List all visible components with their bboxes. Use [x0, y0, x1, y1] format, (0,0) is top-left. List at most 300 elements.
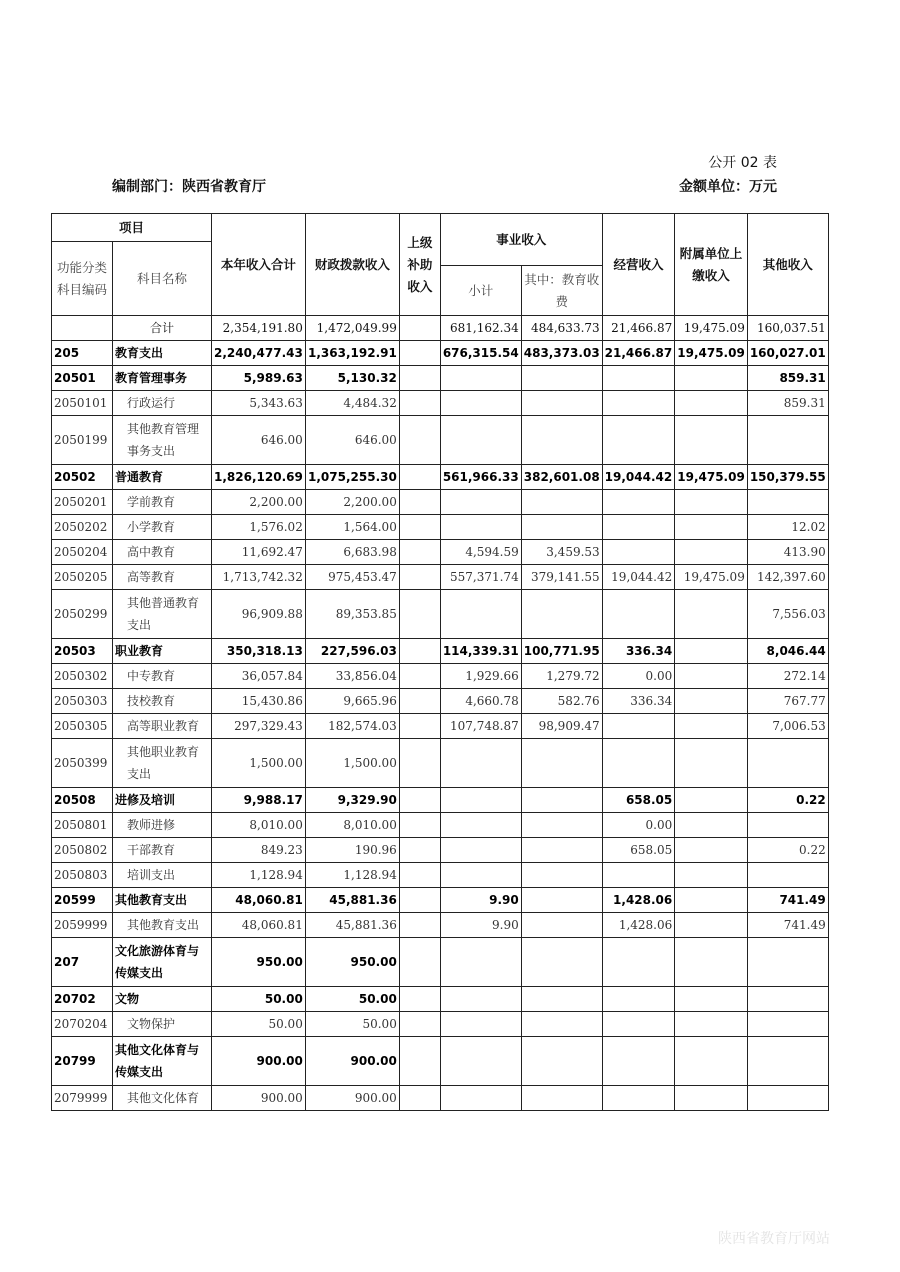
- cell-name: 培训支出: [113, 863, 212, 888]
- cell-total: 48,060.81: [212, 888, 306, 913]
- cell-total: 2,200.00: [212, 490, 306, 515]
- cell-other: 142,397.60: [747, 565, 828, 590]
- cell-edu-fee: 382,601.08: [521, 465, 602, 490]
- cell-edu-fee: [521, 913, 602, 938]
- cell-superior: [399, 788, 440, 813]
- cell-other: [747, 1012, 828, 1037]
- table-row: [52, 689, 829, 714]
- table-row: [52, 788, 829, 813]
- cell-superior: [399, 1037, 440, 1086]
- cell-affiliated: [675, 863, 748, 888]
- cell-other: [747, 863, 828, 888]
- cell-fiscal: 190.96: [305, 838, 399, 863]
- cell-operating: 336.34: [602, 689, 675, 714]
- table-row: [52, 714, 829, 739]
- cell-subtotal: 4,660.78: [440, 689, 521, 714]
- table-row: [52, 540, 829, 565]
- cell-operating: 658.05: [602, 838, 675, 863]
- cell-other: 7,556.03: [747, 590, 828, 639]
- cell-fiscal: 9,665.96: [305, 689, 399, 714]
- table-row: [52, 639, 829, 664]
- cell-affiliated: [675, 913, 748, 938]
- cell-name: 行政运行: [113, 391, 212, 416]
- cell-affiliated: [675, 714, 748, 739]
- cell-other: 272.14: [747, 664, 828, 689]
- cell-name: 文物: [113, 987, 212, 1012]
- cell-code: 2079999: [52, 1086, 113, 1111]
- cell-superior: [399, 465, 440, 490]
- cell-subtotal: 9.90: [440, 888, 521, 913]
- cell-operating: 19,044.42: [602, 465, 675, 490]
- cell-fiscal: 646.00: [305, 416, 399, 465]
- cell-subtotal: [440, 590, 521, 639]
- cell-code: 2070204: [52, 1012, 113, 1037]
- cell-superior: [399, 888, 440, 913]
- cell-operating: [602, 391, 675, 416]
- cell-edu-fee: 483,373.03: [521, 341, 602, 366]
- header-career: 事业收入: [440, 214, 602, 266]
- cell-affiliated: [675, 515, 748, 540]
- cell-other: [747, 1037, 828, 1086]
- cell-other: 0.22: [747, 788, 828, 813]
- cell-total: 1,713,742.32: [212, 565, 306, 590]
- cell-affiliated: [675, 639, 748, 664]
- cell-name: 合计: [113, 316, 212, 341]
- table-row: [52, 1037, 829, 1086]
- cell-code: 2050305: [52, 714, 113, 739]
- cell-fiscal: 1,128.94: [305, 863, 399, 888]
- cell-edu-fee: 100,771.95: [521, 639, 602, 664]
- cell-subtotal: [440, 1086, 521, 1111]
- cell-superior: [399, 565, 440, 590]
- cell-operating: [602, 590, 675, 639]
- header-affiliated: 附属单位上缴收入: [675, 214, 748, 316]
- cell-superior: [399, 913, 440, 938]
- cell-total: 900.00: [212, 1086, 306, 1111]
- cell-edu-fee: 1,279.72: [521, 664, 602, 689]
- table-row: [52, 565, 829, 590]
- cell-subtotal: [440, 739, 521, 788]
- cell-operating: 658.05: [602, 788, 675, 813]
- cell-affiliated: [675, 813, 748, 838]
- cell-code: 20599: [52, 888, 113, 913]
- cell-superior: [399, 540, 440, 565]
- cell-code: 2059999: [52, 913, 113, 938]
- cell-fiscal: 8,010.00: [305, 813, 399, 838]
- cell-operating: [602, 714, 675, 739]
- cell-superior: [399, 863, 440, 888]
- cell-other: 741.49: [747, 913, 828, 938]
- cell-fiscal: 45,881.36: [305, 913, 399, 938]
- cell-superior: [399, 490, 440, 515]
- cell-name: 高中教育: [113, 540, 212, 565]
- cell-name: 普通教育: [113, 465, 212, 490]
- cell-other: [747, 490, 828, 515]
- cell-fiscal: 33,856.04: [305, 664, 399, 689]
- cell-affiliated: [675, 1037, 748, 1086]
- cell-code: 2050303: [52, 689, 113, 714]
- cell-superior: [399, 366, 440, 391]
- header-name: 科目名称: [113, 242, 212, 316]
- cell-total: 5,989.63: [212, 366, 306, 391]
- cell-total: 2,354,191.80: [212, 316, 306, 341]
- cell-operating: [602, 540, 675, 565]
- cell-edu-fee: [521, 739, 602, 788]
- cell-total: 849.23: [212, 838, 306, 863]
- cell-operating: 19,044.42: [602, 565, 675, 590]
- cell-other: [747, 739, 828, 788]
- cell-affiliated: 19,475.09: [675, 316, 748, 341]
- cell-name: 其他教育支出: [113, 913, 212, 938]
- header-superior: 上级补助收入: [399, 214, 440, 316]
- cell-subtotal: [440, 366, 521, 391]
- cell-affiliated: 19,475.09: [675, 565, 748, 590]
- cell-subtotal: [440, 490, 521, 515]
- cell-superior: [399, 664, 440, 689]
- cell-operating: 21,466.87: [602, 341, 675, 366]
- cell-other: 741.49: [747, 888, 828, 913]
- amount-unit: 金额单位：万元: [679, 179, 777, 195]
- cell-edu-fee: [521, 938, 602, 987]
- cell-affiliated: [675, 366, 748, 391]
- cell-name: 进修及培训: [113, 788, 212, 813]
- cell-edu-fee: [521, 490, 602, 515]
- cell-code: 20799: [52, 1037, 113, 1086]
- cell-total: 350,318.13: [212, 639, 306, 664]
- cell-code: 2050801: [52, 813, 113, 838]
- cell-fiscal: 89,353.85: [305, 590, 399, 639]
- cell-code: 2050199: [52, 416, 113, 465]
- cell-superior: [399, 1012, 440, 1037]
- cell-operating: [602, 515, 675, 540]
- cell-affiliated: [675, 1086, 748, 1111]
- table-row: [52, 316, 829, 341]
- cell-other: 160,027.01: [747, 341, 828, 366]
- cell-superior: [399, 416, 440, 465]
- header-fiscal: 财政拨款收入: [305, 214, 399, 316]
- cell-affiliated: [675, 590, 748, 639]
- cell-code: 20503: [52, 639, 113, 664]
- cell-edu-fee: [521, 590, 602, 639]
- cell-total: 950.00: [212, 938, 306, 987]
- cell-total: 36,057.84: [212, 664, 306, 689]
- cell-total: 646.00: [212, 416, 306, 465]
- cell-name: 高等教育: [113, 565, 212, 590]
- cell-edu-fee: [521, 863, 602, 888]
- cell-affiliated: 19,475.09: [675, 341, 748, 366]
- cell-other: 859.31: [747, 391, 828, 416]
- table-body: [52, 316, 829, 1111]
- cell-affiliated: [675, 788, 748, 813]
- cell-edu-fee: [521, 788, 602, 813]
- cell-fiscal: 227,596.03: [305, 639, 399, 664]
- cell-fiscal: 1,500.00: [305, 739, 399, 788]
- table-row: [52, 341, 829, 366]
- table-row: [52, 838, 829, 863]
- cell-subtotal: [440, 1012, 521, 1037]
- cell-subtotal: [440, 863, 521, 888]
- cell-fiscal: 1,472,049.99: [305, 316, 399, 341]
- cell-fiscal: 975,453.47: [305, 565, 399, 590]
- cell-fiscal: 45,881.36: [305, 888, 399, 913]
- cell-code: 2050205: [52, 565, 113, 590]
- cell-code: 205: [52, 341, 113, 366]
- cell-name: 小学教育: [113, 515, 212, 540]
- cell-other: 767.77: [747, 689, 828, 714]
- header-edu-fee: 其中：教育收费: [521, 266, 602, 316]
- cell-affiliated: [675, 664, 748, 689]
- cell-total: 48,060.81: [212, 913, 306, 938]
- cell-code: 2050204: [52, 540, 113, 565]
- cell-fiscal: 900.00: [305, 1037, 399, 1086]
- cell-subtotal: [440, 788, 521, 813]
- cell-name: 其他普通教育支出: [113, 590, 212, 639]
- cell-edu-fee: [521, 366, 602, 391]
- cell-superior: [399, 316, 440, 341]
- cell-affiliated: [675, 938, 748, 987]
- header-other: 其他收入: [747, 214, 828, 316]
- cell-name: 学前教育: [113, 490, 212, 515]
- cell-affiliated: [675, 739, 748, 788]
- cell-edu-fee: 3,459.53: [521, 540, 602, 565]
- cell-code: [52, 316, 113, 341]
- cell-name: 其他文化体育与传媒支出: [113, 1037, 212, 1086]
- cell-operating: [602, 739, 675, 788]
- cell-edu-fee: 98,909.47: [521, 714, 602, 739]
- table-row: [52, 1086, 829, 1111]
- cell-total: 50.00: [212, 987, 306, 1012]
- cell-superior: [399, 391, 440, 416]
- cell-fiscal: 900.00: [305, 1086, 399, 1111]
- cell-operating: 1,428.06: [602, 913, 675, 938]
- cell-operating: [602, 416, 675, 465]
- cell-fiscal: 4,484.32: [305, 391, 399, 416]
- cell-affiliated: [675, 987, 748, 1012]
- cell-edu-fee: [521, 1037, 602, 1086]
- cell-total: 5,343.63: [212, 391, 306, 416]
- table-row: [52, 739, 829, 788]
- cell-code: 2050399: [52, 739, 113, 788]
- table-row: [52, 813, 829, 838]
- cell-operating: [602, 366, 675, 391]
- cell-code: 2050802: [52, 838, 113, 863]
- form-number: 公开 02 表: [708, 155, 777, 171]
- cell-name: 其他文化体育: [113, 1086, 212, 1111]
- cell-operating: 21,466.87: [602, 316, 675, 341]
- cell-operating: 1,428.06: [602, 888, 675, 913]
- cell-other: [747, 938, 828, 987]
- cell-affiliated: [675, 838, 748, 863]
- cell-affiliated: [675, 490, 748, 515]
- cell-code: 20501: [52, 366, 113, 391]
- cell-operating: [602, 863, 675, 888]
- cell-total: 1,826,120.69: [212, 465, 306, 490]
- cell-name: 教育支出: [113, 341, 212, 366]
- table-row: [52, 515, 829, 540]
- compiling-department: 编制部门：陕西省教育厅: [112, 179, 266, 195]
- cell-total: 11,692.47: [212, 540, 306, 565]
- cell-code: 2050803: [52, 863, 113, 888]
- cell-code: 2050201: [52, 490, 113, 515]
- cell-superior: [399, 1086, 440, 1111]
- cell-fiscal: 1,363,192.91: [305, 341, 399, 366]
- cell-fiscal: 5,130.32: [305, 366, 399, 391]
- cell-affiliated: [675, 689, 748, 714]
- cell-code: 207: [52, 938, 113, 987]
- cell-subtotal: 557,371.74: [440, 565, 521, 590]
- cell-affiliated: [675, 416, 748, 465]
- cell-operating: 336.34: [602, 639, 675, 664]
- cell-edu-fee: [521, 391, 602, 416]
- cell-operating: [602, 987, 675, 1012]
- cell-subtotal: 114,339.31: [440, 639, 521, 664]
- table-row: [52, 416, 829, 465]
- cell-superior: [399, 689, 440, 714]
- cell-other: 160,037.51: [747, 316, 828, 341]
- cell-edu-fee: [521, 515, 602, 540]
- table-row: [52, 465, 829, 490]
- cell-superior: [399, 987, 440, 1012]
- cell-subtotal: 681,162.34: [440, 316, 521, 341]
- cell-name: 文物保护: [113, 1012, 212, 1037]
- cell-total: 297,329.43: [212, 714, 306, 739]
- cell-name: 其他职业教育支出: [113, 739, 212, 788]
- cell-code: 2050302: [52, 664, 113, 689]
- cell-edu-fee: [521, 838, 602, 863]
- cell-operating: 0.00: [602, 664, 675, 689]
- cell-other: 8,046.44: [747, 639, 828, 664]
- cell-edu-fee: 379,141.55: [521, 565, 602, 590]
- cell-fiscal: 2,200.00: [305, 490, 399, 515]
- cell-affiliated: [675, 391, 748, 416]
- cell-name: 技校教育: [113, 689, 212, 714]
- cell-fiscal: 182,574.03: [305, 714, 399, 739]
- table-row: [52, 490, 829, 515]
- cell-other: 859.31: [747, 366, 828, 391]
- cell-total: 15,430.86: [212, 689, 306, 714]
- cell-fiscal: 1,564.00: [305, 515, 399, 540]
- table-row: [52, 913, 829, 938]
- cell-total: 900.00: [212, 1037, 306, 1086]
- cell-other: [747, 813, 828, 838]
- cell-affiliated: [675, 1012, 748, 1037]
- cell-subtotal: [440, 838, 521, 863]
- cell-total: 96,909.88: [212, 590, 306, 639]
- cell-subtotal: 676,315.54: [440, 341, 521, 366]
- cell-other: [747, 416, 828, 465]
- cell-subtotal: [440, 1037, 521, 1086]
- cell-edu-fee: [521, 987, 602, 1012]
- cell-name: 其他教育支出: [113, 888, 212, 913]
- cell-name: 教育管理事务: [113, 366, 212, 391]
- cell-superior: [399, 838, 440, 863]
- cell-subtotal: [440, 938, 521, 987]
- cell-total: 1,500.00: [212, 739, 306, 788]
- cell-fiscal: 6,683.98: [305, 540, 399, 565]
- cell-affiliated: [675, 540, 748, 565]
- cell-fiscal: 9,329.90: [305, 788, 399, 813]
- cell-superior: [399, 813, 440, 838]
- table-row: [52, 391, 829, 416]
- header-project: 项目: [52, 214, 212, 242]
- header-subtotal: 小计: [440, 266, 521, 316]
- cell-code: 20502: [52, 465, 113, 490]
- table-row: [52, 590, 829, 639]
- cell-total: 8,010.00: [212, 813, 306, 838]
- cell-subtotal: 9.90: [440, 913, 521, 938]
- cell-edu-fee: [521, 813, 602, 838]
- cell-other: [747, 1086, 828, 1111]
- cell-fiscal: 950.00: [305, 938, 399, 987]
- cell-code: 2050101: [52, 391, 113, 416]
- cell-total: 1,128.94: [212, 863, 306, 888]
- cell-code: 20702: [52, 987, 113, 1012]
- cell-edu-fee: [521, 1012, 602, 1037]
- cell-superior: [399, 714, 440, 739]
- cell-superior: [399, 739, 440, 788]
- table-row: [52, 938, 829, 987]
- cell-subtotal: 1,929.66: [440, 664, 521, 689]
- cell-operating: [602, 1037, 675, 1086]
- cell-subtotal: [440, 391, 521, 416]
- cell-total: 9,988.17: [212, 788, 306, 813]
- cell-edu-fee: [521, 888, 602, 913]
- table-row: [52, 987, 829, 1012]
- cell-edu-fee: [521, 1086, 602, 1111]
- watermark: 陕西省教育厅网站: [718, 1231, 830, 1247]
- cell-subtotal: [440, 987, 521, 1012]
- cell-subtotal: 561,966.33: [440, 465, 521, 490]
- cell-superior: [399, 590, 440, 639]
- cell-other: 7,006.53: [747, 714, 828, 739]
- cell-subtotal: [440, 813, 521, 838]
- cell-total: 50.00: [212, 1012, 306, 1037]
- cell-name: 职业教育: [113, 639, 212, 664]
- cell-name: 高等职业教育: [113, 714, 212, 739]
- cell-fiscal: 1,075,255.30: [305, 465, 399, 490]
- cell-operating: [602, 1086, 675, 1111]
- cell-other: 0.22: [747, 838, 828, 863]
- cell-name: 文化旅游体育与传媒支出: [113, 938, 212, 987]
- cell-name: 中专教育: [113, 664, 212, 689]
- cell-code: 2050202: [52, 515, 113, 540]
- cell-operating: 0.00: [602, 813, 675, 838]
- cell-superior: [399, 515, 440, 540]
- cell-code: 20508: [52, 788, 113, 813]
- cell-fiscal: 50.00: [305, 1012, 399, 1037]
- cell-name: 其他教育管理事务支出: [113, 416, 212, 465]
- income-budget-table: [51, 213, 829, 1111]
- cell-superior: [399, 341, 440, 366]
- header-code: 功能分类科目编码: [52, 242, 113, 316]
- cell-name: 干部教育: [113, 838, 212, 863]
- cell-subtotal: 4,594.59: [440, 540, 521, 565]
- cell-total: 2,240,477.43: [212, 341, 306, 366]
- cell-operating: [602, 938, 675, 987]
- header-total: 本年收入合计: [212, 214, 306, 316]
- table-row: [52, 664, 829, 689]
- cell-subtotal: [440, 416, 521, 465]
- cell-total: 1,576.02: [212, 515, 306, 540]
- cell-other: 12.02: [747, 515, 828, 540]
- cell-edu-fee: [521, 416, 602, 465]
- table-row: [52, 366, 829, 391]
- cell-code: 2050299: [52, 590, 113, 639]
- table-row: [52, 863, 829, 888]
- cell-subtotal: [440, 515, 521, 540]
- cell-affiliated: 19,475.09: [675, 465, 748, 490]
- table-row: [52, 888, 829, 913]
